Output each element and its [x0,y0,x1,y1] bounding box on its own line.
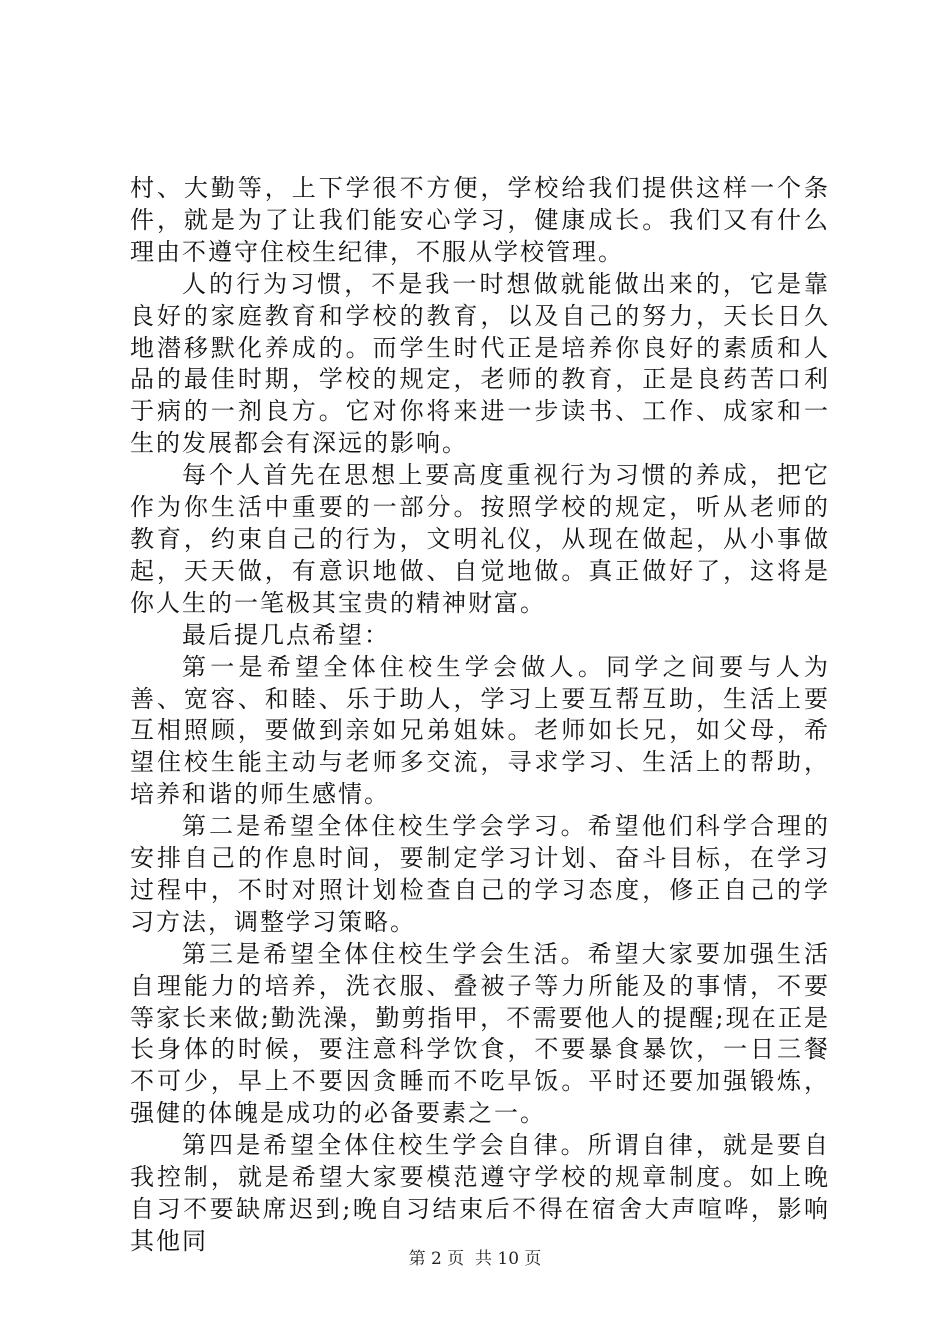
paragraph: 第一是希望全体住校生学会做人。同学之间要与人为善、宽容、和睦、乐于助人，学习上要互帮互助，生活上要互相照顾，要做到亲如兄弟姐妹。老师如长兄，如父母，希望住校生能主动与老师多交流，寻求学习、生活上的帮助，培养和谐的师生感情。 [130,652,830,809]
paragraph: 人的行为习惯，不是我一时想做就能做出来的，它是靠良好的家庭教育和学校的教育，以及自己的努力，天长日久地潜移默化养成的。而学生时代正是培养你良好的素质和人品的最佳时期，学校的规定，老师的教育，正是良药苦口利于病的一剂良方。它对你将来进一步读书、工作、成家和一生的发展都会有深远的影响。 [130,269,830,458]
paragraph: 每个人首先在思想上要高度重视行为习惯的养成，把它作为你生活中重要的一部分。按照学校的规定，听从老师的教育，约束自己的行为，文明礼仪，从现在做起，从小事做起，天天做，有意识地做、自觉地做。真正做好了，这将是你人生的一笔极其宝贵的精神财富。 [130,461,830,617]
paragraph: 第四是希望全体住校生学会自律。所谓自律，就是要自我控制，就是希望大家要模范遵守学校的规章制度。如上晚自习不要缺席迟到;晚自习结束后不得在宿舍大声喧哗，影响其他同 [130,1131,830,1255]
body-text [130,173,830,1258]
paragraph: 第二是希望全体住校生学会学习。希望他们科学合理的安排自己的作息时间，要制定学习计划、奋斗目标，在学习过程中，不时对照计划检查自己的学习态度，修正自己的学习方法，调整学习策略。 [130,812,830,936]
paragraph: 第三是希望全体住校生学会生活。希望大家要加强生活自理能力的培养，洗衣服、叠被子等力所能及的事情，不要等家长来做;勤洗澡，勤剪指甲，不需要他人的提醒;现在正是长身体的时候，要注意科学饮食，不要暴食暴饮，一日三餐不可少，早上不要因贪睡而不吃早饭。平时还要加强锻炼，强健的体魄是成功的必备要素之一。 [130,939,830,1128]
page-number-footer: 第 2 页 共 10 页 [408,1249,542,1269]
paragraph: 最后提几点希望： [182,620,390,649]
paragraph: 村、大勤等，上下学很不方便，学校给我们提供这样一个条件，就是为了让我们能安心学习，健康成长。我们又有什么理由不遵守住校生纪律，不服从学校管理。 [130,174,830,266]
